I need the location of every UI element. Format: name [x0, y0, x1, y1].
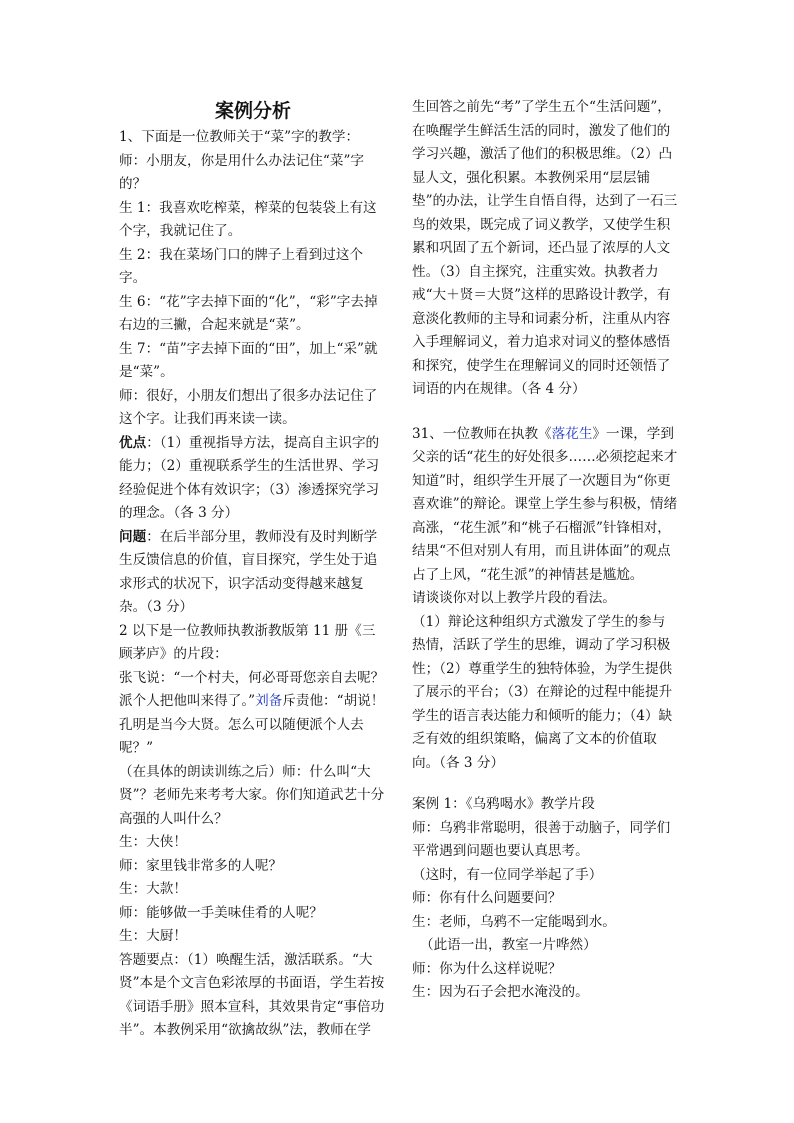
problems-paragraph: [119, 526, 387, 620]
problems-text: ：在后半部分里，教师没有及时判断学生反馈信息的价值，盲目探究，学生处于追求形式的状况下，识字活动变得越来越复杂。（3 分）: [119, 528, 378, 615]
dialogue-line: （在具体的朗读训练之后）师：什么叫“大贤”？老师先来考考大家。你们知道武艺十分高强的人叫什么？: [119, 763, 385, 827]
dialogue-line: 师：你为什么这样说呢？: [412, 960, 562, 977]
dialogue-line: 生 1：我喜欢吃榨菜，榨菜的包装袋上有这个字，我就记住了。: [119, 199, 377, 239]
question-2-intro: 2 以下是一位教师执教浙教版第 11 册《三顾茅庐》的片段：: [119, 622, 376, 662]
dialogue-line: 师：家里钱非常多的人呢？: [119, 857, 283, 874]
strengths-text: ：（1）重视指导方法，提高自主识字的能力；（2）重视联系学生的生活世界、学习经验促进个体有效识字；（3）渗透探究学习的理念。（各 3 分）: [119, 434, 380, 521]
dialogue-line: 生 6：“花”字去掉下面的“化”，“彩”字去掉右边的三撇，合起来就是“菜”。: [119, 293, 378, 333]
dialogue-line: 师：小朋友，你是用什么办法记住“菜”字的？: [119, 152, 364, 192]
dialogue-line: 师：乌鸦非常聪明，很善于动脑子，同学们平常遇到问题也要认真思考。: [412, 819, 671, 859]
dialogue-line: 师：能够做一手美味佳肴的人呢？: [119, 904, 323, 921]
question-1-intro: 1、下面是一位教师关于“菜”字的教学：: [119, 129, 360, 145]
excerpt-paragraph: [119, 667, 387, 761]
dialogue-line: 生 7：“苗”字去掉下面的“田”，加上“采”就是“菜”。: [119, 340, 378, 380]
dialogue-line: 生：大款！: [119, 881, 187, 897]
case-1-title: 案例 1：《乌鸦喝水》教学片段: [412, 796, 595, 812]
dialogue-line: 生：大侠！: [119, 834, 187, 850]
answer-key-paragraph: 答题要点：（1）唤醒生活，激活联系。“大贤”本是个文言色彩浓厚的书面语，学生若按《词语手册》照本宣科，其效果肯定“事倍功半”。本教例采用“欲擒故纵”法，教师在学: [119, 951, 385, 1038]
dialogue-line: （此语一出，教室一片哗然）: [420, 937, 597, 953]
spacer: [412, 775, 678, 793]
dialogue-line: 师：你有什么问题要问？: [412, 890, 562, 906]
left-column: [119, 96, 387, 1043]
question-prompt: 请谈谈你对以上教学片段的看法。: [412, 590, 616, 606]
answer-key-continued: 生回答之前先“考”了学生五个“生活问题”，在唤醒学生鲜活生活的同时，激发了他们的学习兴趣，激活了他们的积极思维。（2）凸显人文，强化积累。本教例采用“层层铺垫”的办法，让学生自悟自得，达到了一石三鸟的效果，既完成了词义教学，又使学生积累和巩固了五个新词，还凸显了浓厚的人文性。（3）自主探究，注重实效。执教者力戒“大＋贤＝大贤”这样的思路设计教学，有意淡化教师的主导和词素分析，注重从内容入手理解词义，着力追求对词义的整体感悟和探究，使学生在理解词义的同时还领悟了词语的内在规律。（各 4 分）: [412, 99, 678, 397]
answer-paragraph: （1）辩论这种组织方式激发了学生的参与热情，活跃了学生的思维，调动了学习积极性；（2）尊重学生的独特体验，为学生提供了展示的平台；（3）在辩论的过程中能提升学生的语言表达能力和倾听的能力；（4）缺乏有效的组织策略，偏离了文本的价值取向。（各 3 分）: [412, 613, 673, 771]
right-column: [412, 96, 678, 1005]
link-liubei[interactable]: 刘备: [255, 693, 283, 709]
excerpt-text-a: 张飞说：“一个村夫，何必哥哥您亲自去呢？派个人把他叫来得了。”: [119, 669, 385, 709]
dialogue-line: 师：很好，小朋友们想出了很多办法记住了这个字。让我们再来读一读。: [119, 387, 378, 427]
dialogue-line: 生：老师，乌鸦不一定能喝到水。: [412, 913, 616, 930]
excerpt-text-b: 斥责他：“胡说！孔明是当今大贤。怎么可以随便派个人去呢？”: [119, 693, 385, 756]
q31-text-b: 》一课，学到父亲的话“花生的好处很多……必须挖起来才知道”时，组织学生开展了一次题目为“你更喜欢谁”的辩论。课堂上学生参与积极，情绪高涨，“花生派”和“桃子石榴派”针锋相对，结果“不但对别人有用，而且讲体面”的观点占了上风，“花生派”的神情甚是尴尬。: [412, 425, 678, 583]
q31-text-a: 31、一位教师在执教《: [412, 425, 552, 442]
strengths-paragraph: [119, 432, 387, 526]
page-title: 案例分析: [214, 100, 291, 122]
strengths-label: 优点: [119, 434, 147, 451]
dialogue-line: 生：因为石子会把水淹没的。: [412, 984, 589, 1000]
dialogue-line: （这时，有一位同学举起了手）: [412, 866, 603, 883]
dialogue-line: 生 2：我在菜场门口的牌子上看到过这个字。: [119, 246, 364, 286]
question-31-paragraph: [412, 423, 678, 588]
dialogue-line: 生：大厨！: [119, 928, 187, 944]
problems-label: 问题: [119, 528, 147, 545]
link-luohuasheng[interactable]: 落花生: [551, 425, 593, 442]
spacer: [412, 402, 678, 423]
